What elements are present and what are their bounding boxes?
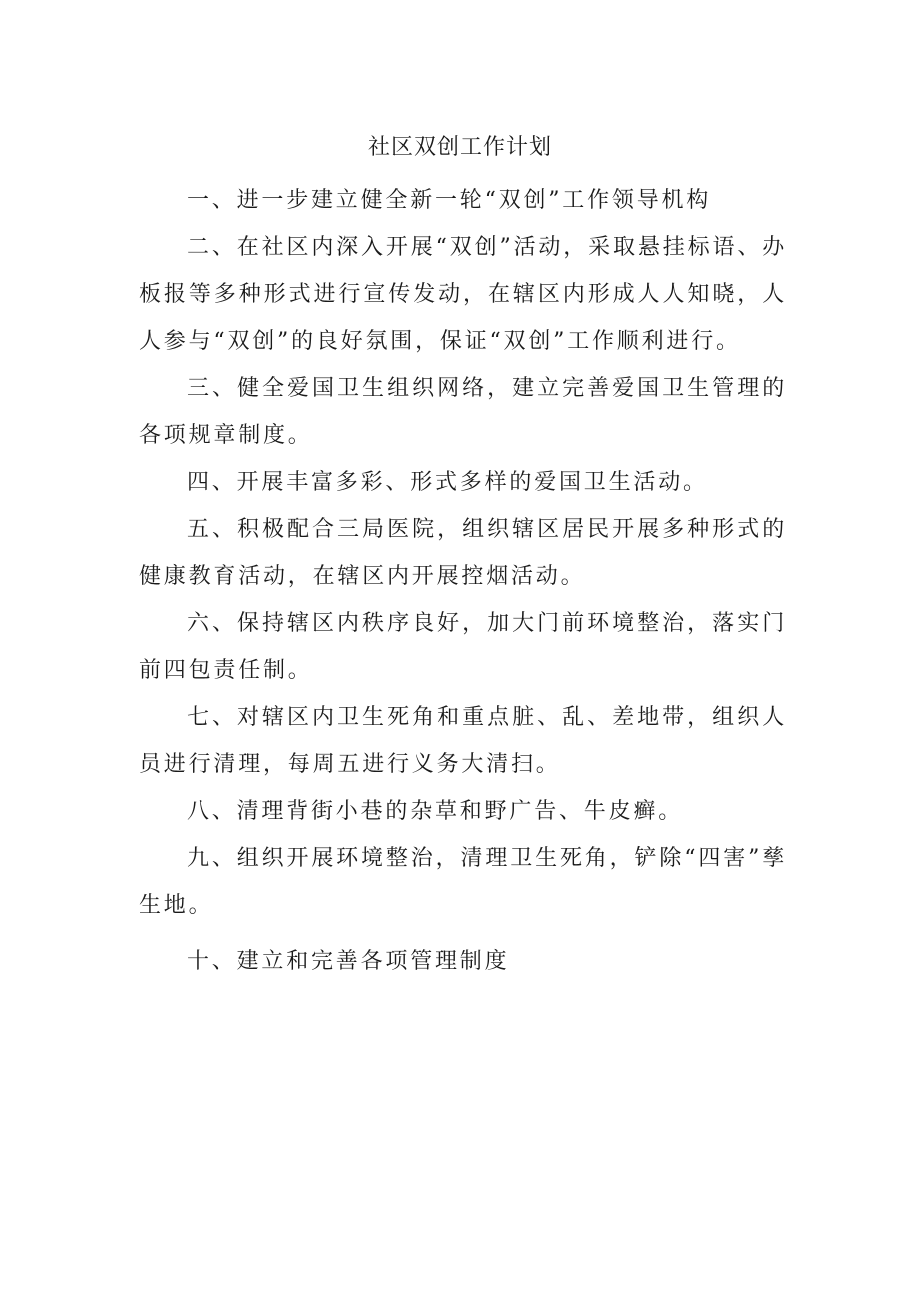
paragraph-4: 四、开展丰富多彩、形式多样的爱国卫生活动。	[187, 470, 708, 495]
paragraph-5: 五、积极配合三局医院，组织辖区居民开展多种形式的健康教育活动，在辖区内开展控烟活动。	[139, 517, 787, 589]
paragraph-1: 一、进一步建立健全新一轮“双创”工作领导机构	[187, 188, 712, 213]
document-body	[139, 177, 787, 985]
paragraph-9: 九、组织开展环境整治，清理卫生死角，铲除“四害”孳生地。	[139, 846, 787, 918]
document-title: 社区双创工作计划	[367, 135, 552, 160]
paragraph-7: 七、对辖区内卫生死角和重点脏、乱、差地带，组织人员进行清理，每周五进行义务大清扫。	[139, 705, 787, 777]
paragraph-10: 十、建立和完善各项管理制度	[187, 949, 510, 974]
paragraph-6: 六、保持辖区内秩序良好，加大门前环境整治，落实门前四包责任制。	[139, 611, 787, 683]
paragraph-8: 八、清理背街小巷的杂草和野广告、牛皮癣。	[187, 799, 684, 824]
paragraph-3: 三、健全爱国卫生组织网络，建立完善爱国卫生管理的各项规章制度。	[139, 376, 787, 448]
paragraph-2: 二、在社区内深入开展“双创”活动，采取悬挂标语、办板报等多种形式进行宣传发动，在辖区内形成人人知晓，人人参与“双创”的良好氛围，保证“双创”工作顺利进行。	[139, 235, 787, 354]
